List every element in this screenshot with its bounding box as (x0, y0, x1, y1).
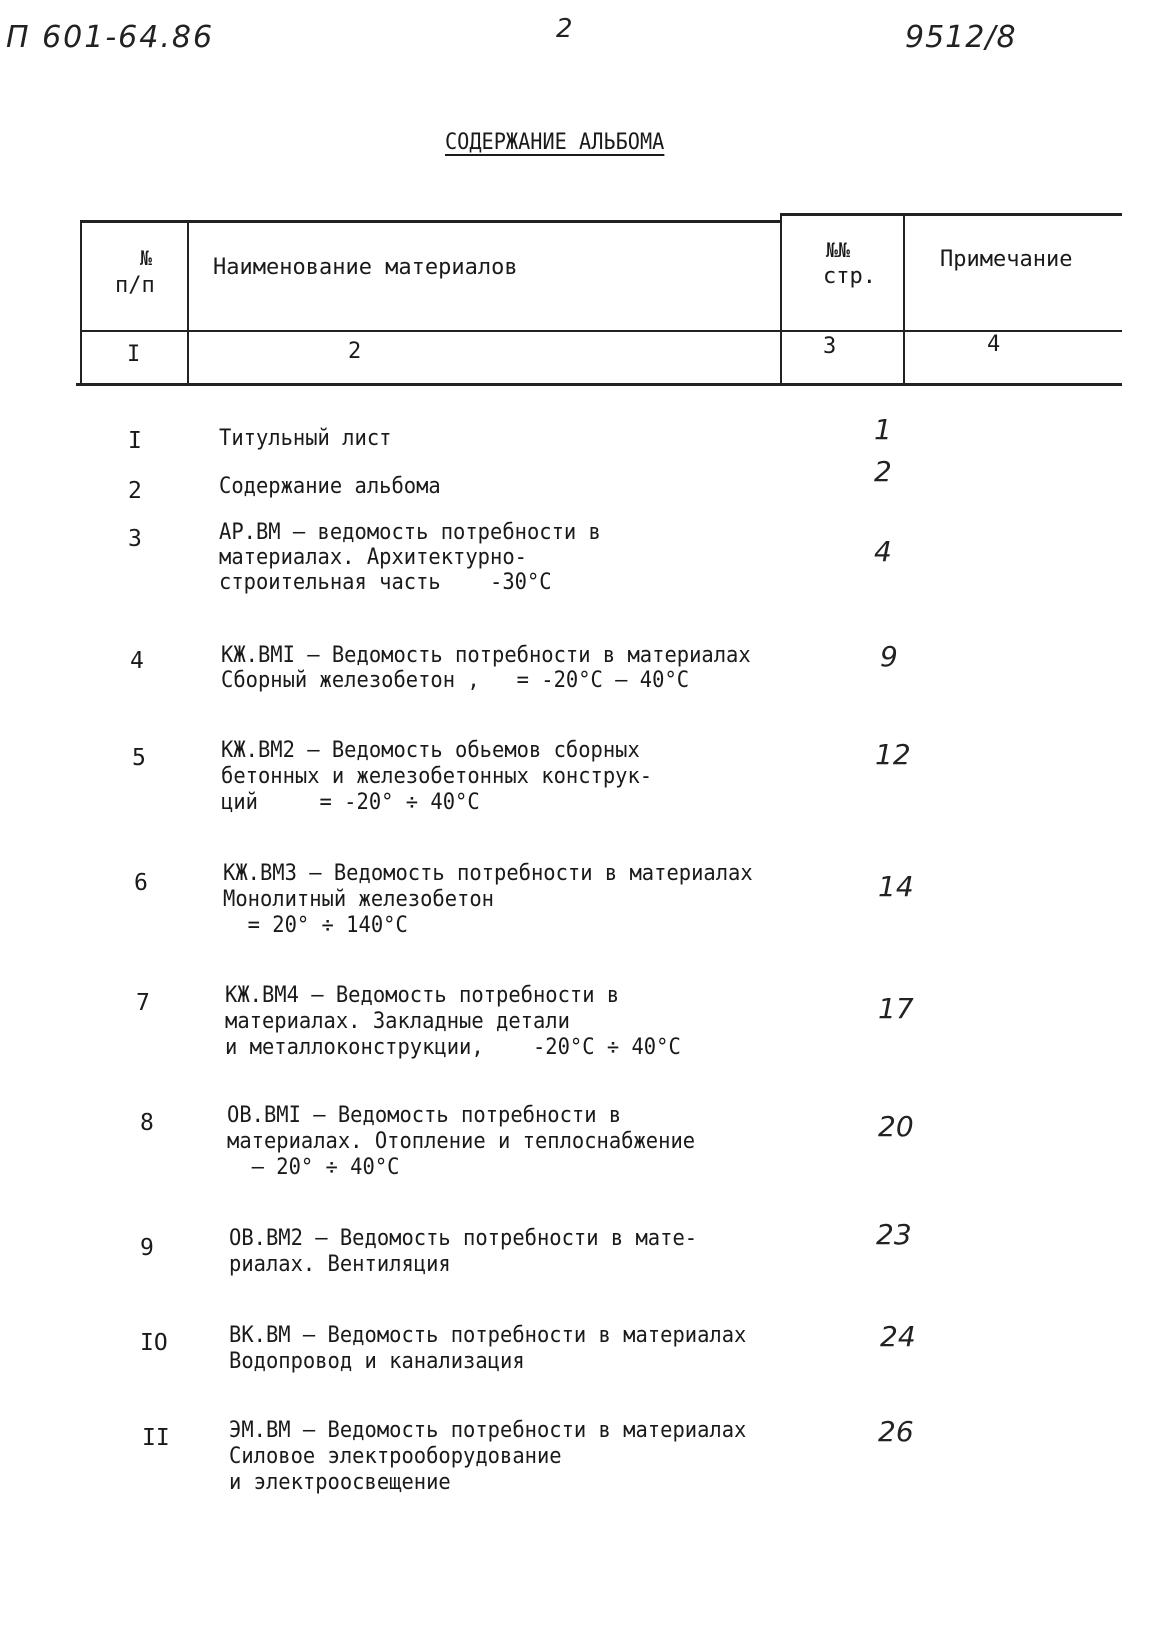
table-top-border-right (780, 213, 1122, 216)
table-col-divider-2 (780, 215, 782, 383)
item-page: 12 (875, 738, 911, 771)
item-title-line: КЖ.ВМ2 – Ведомость обьемов сборных (221, 738, 640, 763)
col-number-symbol: № (140, 246, 153, 270)
item-number: I (128, 428, 142, 454)
item-title-line: КЖ.ВМI – Ведомость потребности в материалах (221, 643, 751, 668)
item-page: 20 (878, 1110, 914, 1143)
item-title-line: ций = -20° ÷ 40°С (221, 790, 480, 815)
col-page-symbol: №№ (826, 238, 851, 262)
col-name-label: Наименование материалов (213, 255, 518, 280)
table-bottom-border (76, 383, 1122, 386)
item-number: 3 (128, 526, 142, 552)
item-title-line: риалах. Вентиляция (229, 1252, 451, 1277)
item-title-line: = 20° ÷ 140°С (223, 913, 408, 938)
item-number: IO (140, 1330, 168, 1356)
item-page: 4 (874, 535, 892, 568)
item-title-line: Титульный лист (219, 426, 392, 451)
page-number: 2 (556, 14, 573, 44)
document-code: П 601-64.86 (6, 20, 215, 55)
item-title-line: ОВ.ВМ2 – Ведомость потребности в мате- (229, 1226, 698, 1251)
col-page-label: стр. (823, 264, 876, 289)
item-number: II (142, 1425, 170, 1451)
item-page: 26 (878, 1415, 914, 1448)
item-number: 6 (134, 870, 148, 896)
item-title-line: и электроосвещение (229, 1470, 451, 1495)
item-page: 14 (878, 870, 914, 903)
table-mid-border (80, 330, 1122, 332)
item-title-line: Силовое электрооборудование (229, 1444, 562, 1469)
item-number: 7 (136, 990, 150, 1016)
table-left-border (80, 222, 82, 384)
item-page: 1 (874, 413, 892, 446)
item-page: 17 (878, 992, 914, 1025)
sheet-code: 9512/8 (905, 20, 1017, 55)
col-index-2: 2 (348, 339, 362, 364)
item-number: 2 (128, 478, 142, 504)
item-title-line: АР.ВМ – ведомость потребности в (219, 520, 601, 545)
item-page: 24 (880, 1320, 916, 1353)
col-index-3: 3 (823, 334, 837, 359)
item-title-line: материалах. Отопление и теплоснабжение (227, 1129, 696, 1154)
item-title-line: – 20° ÷ 40°С (227, 1155, 400, 1180)
item-title-line: бетонных и железобетонных конструк- (221, 764, 653, 789)
item-title-line: строительная часть -30°С (219, 570, 552, 595)
item-title-line: материалах. Архитектурно- (219, 545, 527, 570)
item-title-line: ОВ.ВМI – Ведомость потребности в (227, 1103, 622, 1128)
page-title: СОДЕРЖАНИЕ АЛЬБОМА (445, 130, 665, 155)
item-number: 9 (140, 1235, 154, 1261)
col-index-1: I (127, 342, 141, 367)
item-page: 2 (874, 455, 892, 488)
table-col-divider-3 (903, 215, 905, 383)
item-number: 8 (140, 1110, 154, 1136)
item-page: 23 (876, 1218, 912, 1251)
item-title-line: ЭМ.ВМ – Ведомость потребности в материалах (229, 1418, 747, 1443)
item-title-line: Водопровод и канализация (229, 1349, 525, 1374)
col-number-label: п/п (115, 273, 155, 298)
table-top-border-left (80, 220, 780, 223)
item-title-line: Монолитный железобетон (223, 887, 495, 912)
item-title-line: ВК.ВМ – Ведомость потребности в материалах (229, 1323, 747, 1348)
col-notes-label: Примечание (940, 247, 1073, 272)
col-index-4: 4 (987, 332, 1001, 357)
item-title-line: Содержание альбома (219, 474, 441, 499)
item-title-line: и металлоконструкции, -20°С ÷ 40°С (225, 1035, 681, 1060)
item-number: 4 (130, 648, 144, 674)
item-title-line: материалах. Закладные детали (225, 1009, 570, 1034)
item-title-line: Сборный железобетон , = -20°С – 40°С (221, 668, 690, 693)
item-page: 9 (880, 640, 898, 673)
item-number: 5 (132, 745, 146, 771)
item-title-line: КЖ.ВМ3 – Ведомость потребности в материалах (223, 861, 753, 886)
table-col-divider-1 (187, 222, 189, 384)
item-title-line: КЖ.ВМ4 – Ведомость потребности в (225, 983, 620, 1008)
